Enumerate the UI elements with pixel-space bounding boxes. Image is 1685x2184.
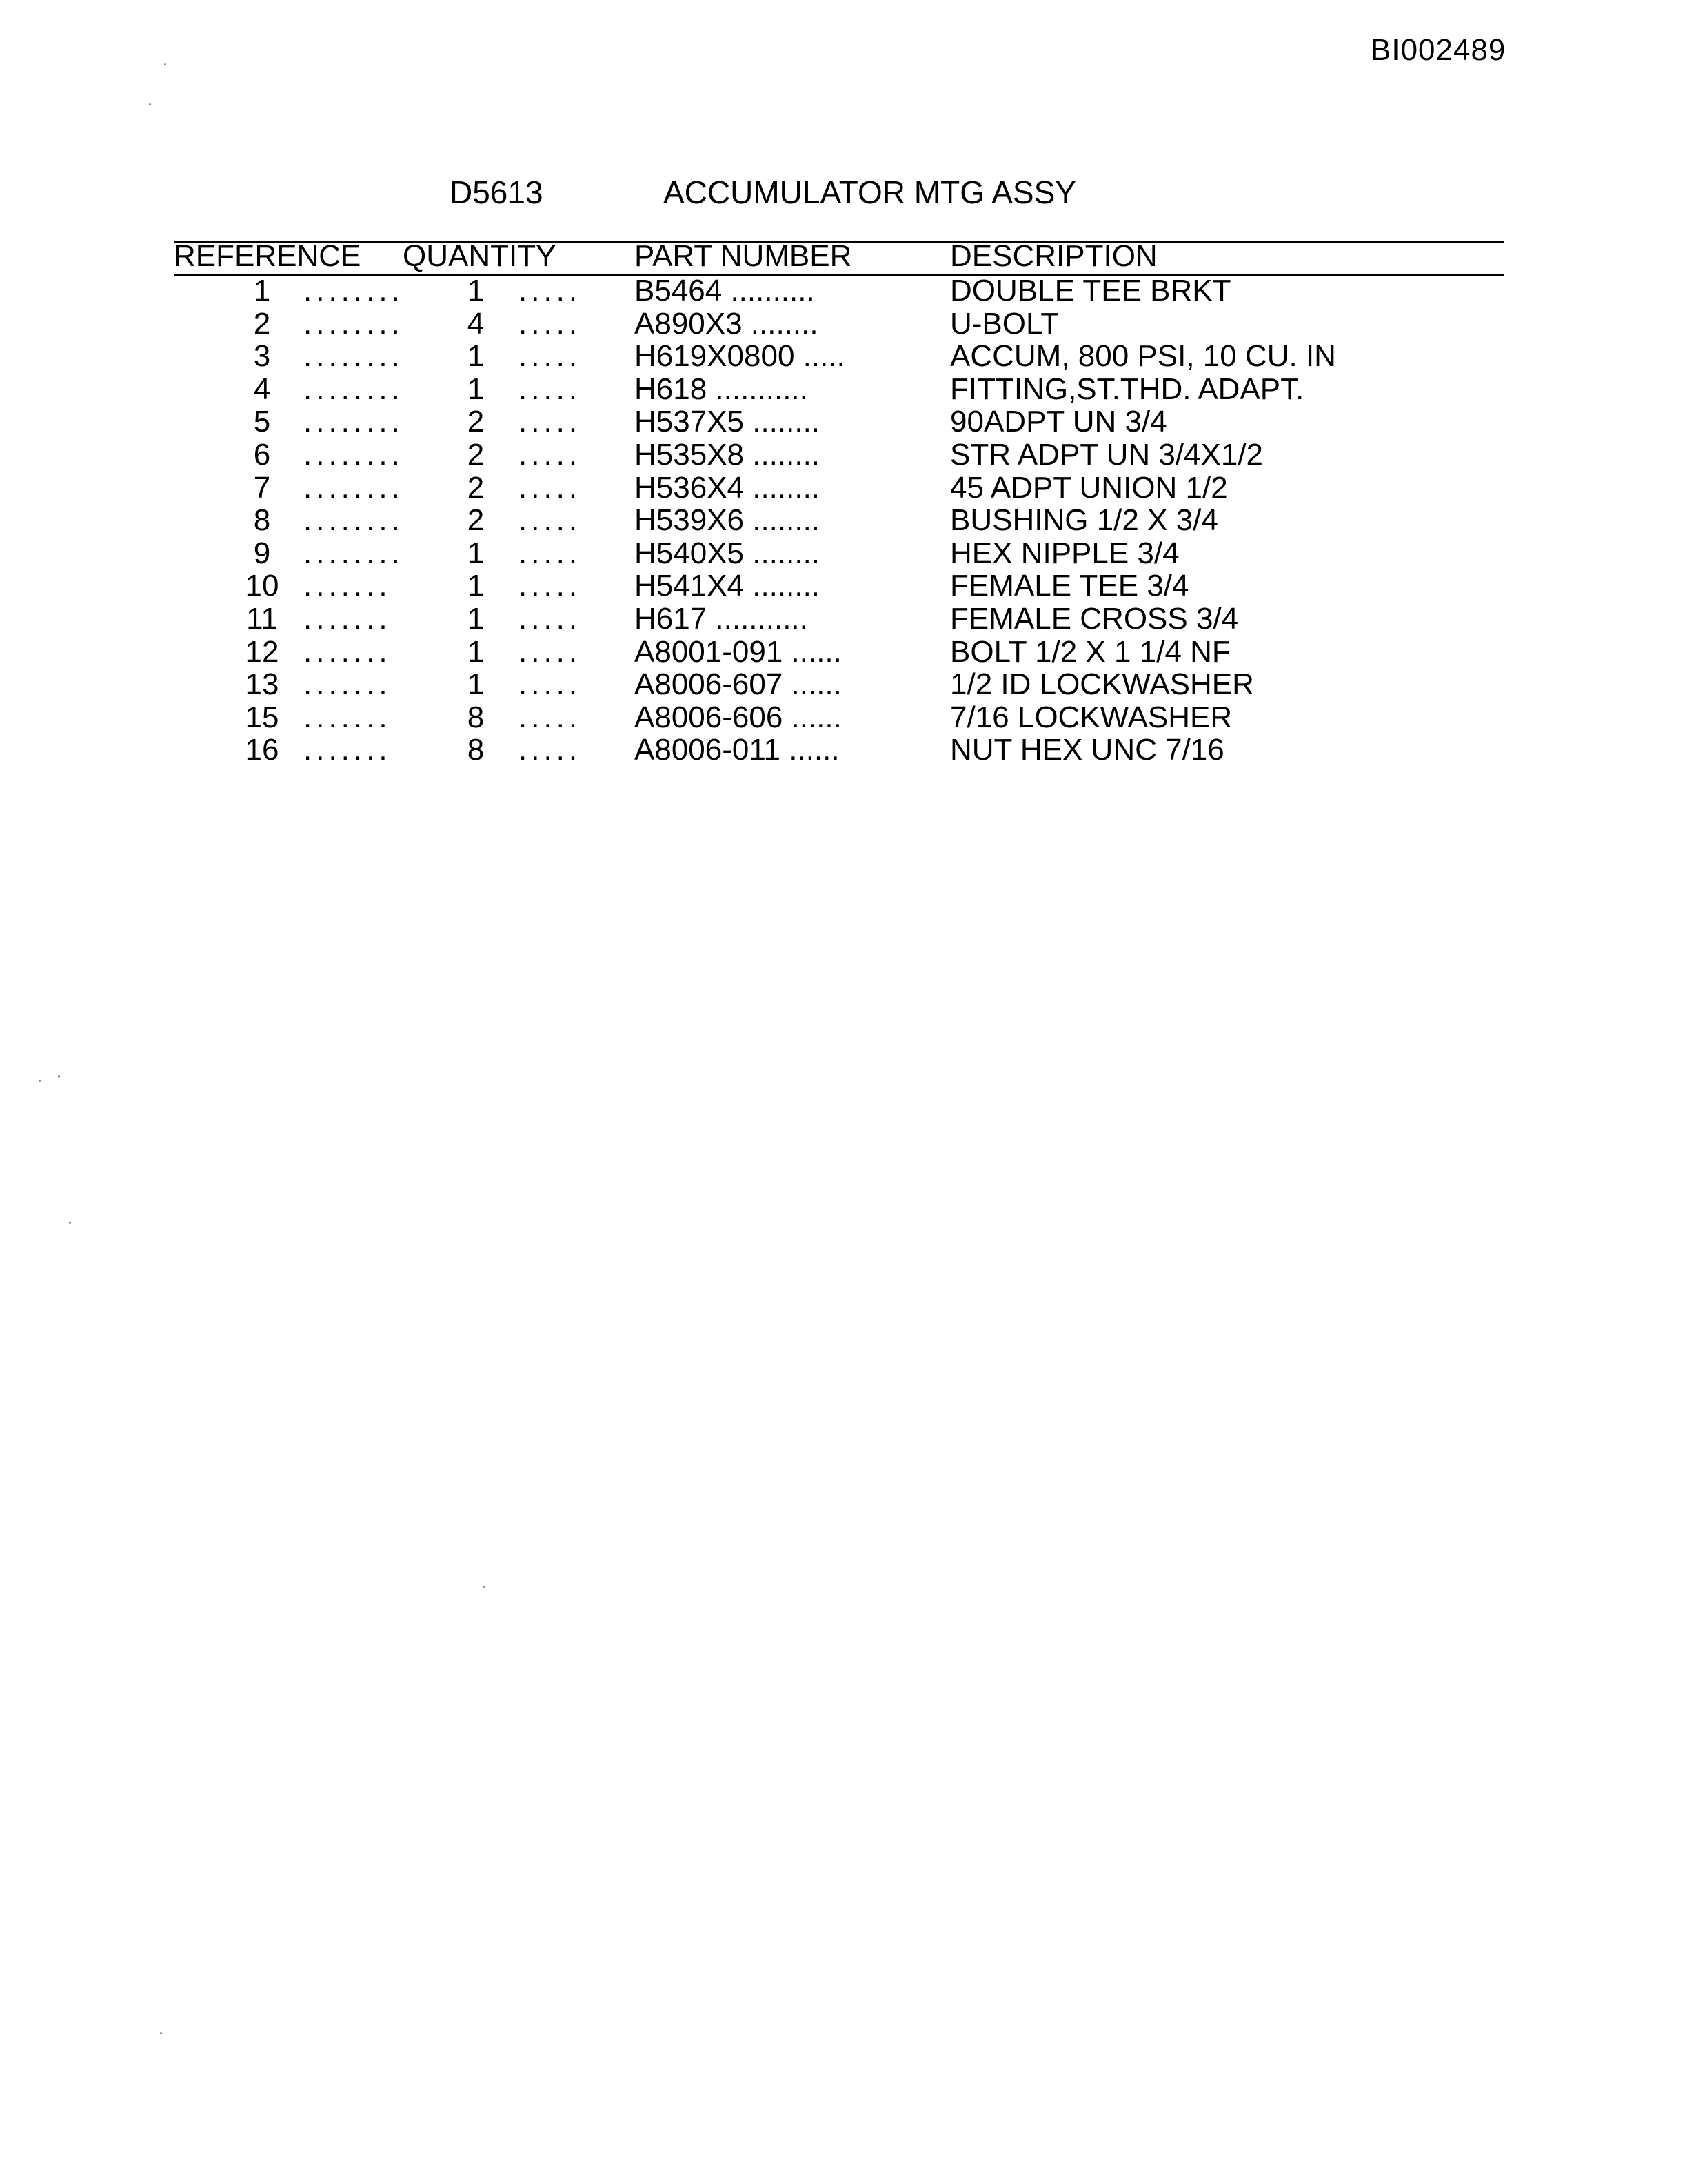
table-row [0, 668, 1685, 701]
description-cell: DOUBLE TEE BRKT [950, 274, 1231, 307]
reference-cell: 3 [253, 339, 271, 374]
reference-cell: 9 [253, 536, 271, 570]
reference-cell: 10 [245, 569, 279, 603]
reference-leader-dots: ........ [303, 536, 404, 570]
part-number-cell: A8006-607 ...... [634, 667, 842, 702]
table-row [0, 636, 1685, 669]
description-cell: 45 ADPT UNION 1/2 [950, 470, 1228, 505]
reference-cell: 1 [253, 274, 271, 307]
part-number-cell: B5464 .......... [634, 274, 815, 307]
reference-leader-dots: ........ [303, 405, 404, 439]
reference-leader-dots: ........ [303, 339, 404, 374]
reference-leader-dots: ........ [303, 470, 404, 505]
reference-leader-dots: ........ [303, 372, 404, 406]
quantity-leader-dots: ..... [518, 667, 582, 702]
quantity-cell: 1 [467, 536, 485, 570]
part-number-cell: A8006-011 ...... [634, 733, 840, 767]
description-cell: HEX NIPPLE 3/4 [950, 536, 1180, 570]
quantity-cell: 8 [467, 700, 485, 734]
quantity-cell: 2 [467, 405, 485, 439]
scan-speck [160, 2032, 162, 2034]
reference-leader-dots: ....... [303, 700, 392, 734]
quantity-leader-dots: ..... [518, 503, 582, 538]
part-number-cell: H540X5 ........ [634, 536, 820, 570]
part-number-cell: A8006-606 ...... [634, 700, 842, 734]
quantity-leader-dots: ..... [518, 405, 582, 439]
part-number-cell: A890X3 ........ [634, 306, 818, 341]
quantity-leader-dots: ..... [518, 470, 582, 505]
table-row [0, 438, 1685, 472]
column-header-reference: REFERENCE [174, 239, 361, 273]
reference-cell: 2 [253, 306, 271, 341]
reference-cell: 6 [253, 437, 271, 472]
quantity-leader-dots: ..... [518, 700, 582, 734]
table-row [0, 307, 1685, 341]
table-row [0, 274, 1685, 307]
quantity-cell: 1 [467, 667, 485, 702]
description-cell: 1/2 ID LOCKWASHER [950, 667, 1254, 702]
reference-leader-dots: ........ [303, 306, 404, 341]
scan-speck [164, 63, 166, 65]
quantity-cell: 1 [467, 634, 485, 669]
quantity-cell: 2 [467, 437, 485, 472]
column-header-description: DESCRIPTION [950, 239, 1158, 273]
quantity-cell: 1 [467, 569, 485, 603]
quantity-cell: 4 [467, 306, 485, 341]
reference-leader-dots: ........ [303, 437, 404, 472]
quantity-leader-dots: ..... [518, 372, 582, 406]
table-row [0, 504, 1685, 537]
table-row [0, 701, 1685, 734]
reference-cell: 13 [245, 667, 279, 702]
description-cell: U-BOLT [950, 306, 1060, 341]
reference-leader-dots: ....... [303, 569, 392, 603]
part-number-cell: H619X0800 ..... [634, 339, 845, 374]
quantity-leader-dots: ..... [518, 536, 582, 570]
document-id: BI002489 [1371, 33, 1506, 67]
description-cell: BUSHING 1/2 X 3/4 [950, 503, 1218, 538]
quantity-cell: 2 [467, 470, 485, 505]
table-row [0, 373, 1685, 406]
table-row [0, 340, 1685, 373]
reference-cell: 8 [253, 503, 271, 538]
quantity-leader-dots: ..... [518, 339, 582, 374]
quantity-cell: 1 [467, 274, 485, 307]
quantity-leader-dots: ..... [518, 601, 582, 636]
reference-cell: 5 [253, 405, 271, 439]
scan-speck [58, 1075, 60, 1078]
reference-leader-dots: ........ [303, 274, 404, 307]
quantity-leader-dots: ..... [518, 306, 582, 341]
table-row [0, 569, 1685, 603]
reference-cell: 16 [245, 733, 279, 767]
quantity-cell: 2 [467, 503, 485, 538]
assembly-title: ACCUMULATOR MTG ASSY [663, 174, 1076, 210]
table-row [0, 405, 1685, 438]
reference-cell: 12 [245, 634, 279, 669]
scan-speck [483, 1586, 485, 1588]
description-cell: STR ADPT UN 3/4X1/2 [950, 437, 1264, 472]
part-number-cell: H537X5 ........ [634, 405, 820, 439]
quantity-cell: 8 [467, 733, 485, 767]
description-cell: ACCUM, 800 PSI, 10 CU. IN [950, 339, 1336, 374]
quantity-leader-dots: ..... [518, 634, 582, 669]
quantity-cell: 1 [467, 372, 485, 406]
table-row [0, 734, 1685, 767]
reference-leader-dots: ....... [303, 733, 392, 767]
quantity-leader-dots: ..... [518, 569, 582, 603]
reference-leader-dots: ....... [303, 634, 392, 669]
part-number-cell: H536X4 ........ [634, 470, 820, 505]
reference-leader-dots: ........ [303, 503, 404, 538]
quantity-leader-dots: ..... [518, 437, 582, 472]
description-cell: FEMALE CROSS 3/4 [950, 601, 1239, 636]
reference-leader-dots: ....... [303, 667, 392, 702]
reference-cell: 11 [246, 601, 278, 636]
part-number-cell: A8001-091 ...... [634, 634, 842, 669]
description-cell: BOLT 1/2 X 1 1/4 NF [950, 634, 1231, 669]
scan-speck [39, 1080, 41, 1082]
quantity-leader-dots: ..... [518, 274, 582, 307]
table-row [0, 472, 1685, 505]
column-header-quantity: QUANTITY [403, 239, 556, 273]
part-number-cell: H618 ........... [634, 372, 808, 406]
reference-leader-dots: ....... [303, 601, 392, 636]
column-header-part-number: PART NUMBER [634, 239, 852, 273]
description-cell: FEMALE TEE 3/4 [950, 569, 1189, 603]
description-cell: NUT HEX UNC 7/16 [950, 733, 1224, 767]
quantity-leader-dots: ..... [518, 733, 582, 767]
part-number-cell: H535X8 ........ [634, 437, 820, 472]
table-row [0, 537, 1685, 570]
parts-list [0, 274, 1685, 767]
part-number-cell: H539X6 ........ [634, 503, 820, 538]
description-cell: 7/16 LOCKWASHER [950, 700, 1233, 734]
reference-cell: 15 [245, 700, 279, 734]
quantity-cell: 1 [467, 339, 485, 374]
quantity-cell: 1 [467, 601, 485, 636]
part-number-cell: H541X4 ........ [634, 569, 820, 603]
scan-speck [149, 103, 151, 105]
description-cell: FITTING,ST.THD. ADAPT. [950, 372, 1304, 406]
table-row [0, 603, 1685, 636]
part-number-cell: H617 ........... [634, 601, 808, 636]
reference-cell: 7 [253, 470, 271, 505]
reference-cell: 4 [253, 372, 271, 406]
assembly-code: D5613 [450, 174, 543, 210]
description-cell: 90ADPT UN 3/4 [950, 405, 1167, 439]
scan-speck [69, 1222, 71, 1224]
